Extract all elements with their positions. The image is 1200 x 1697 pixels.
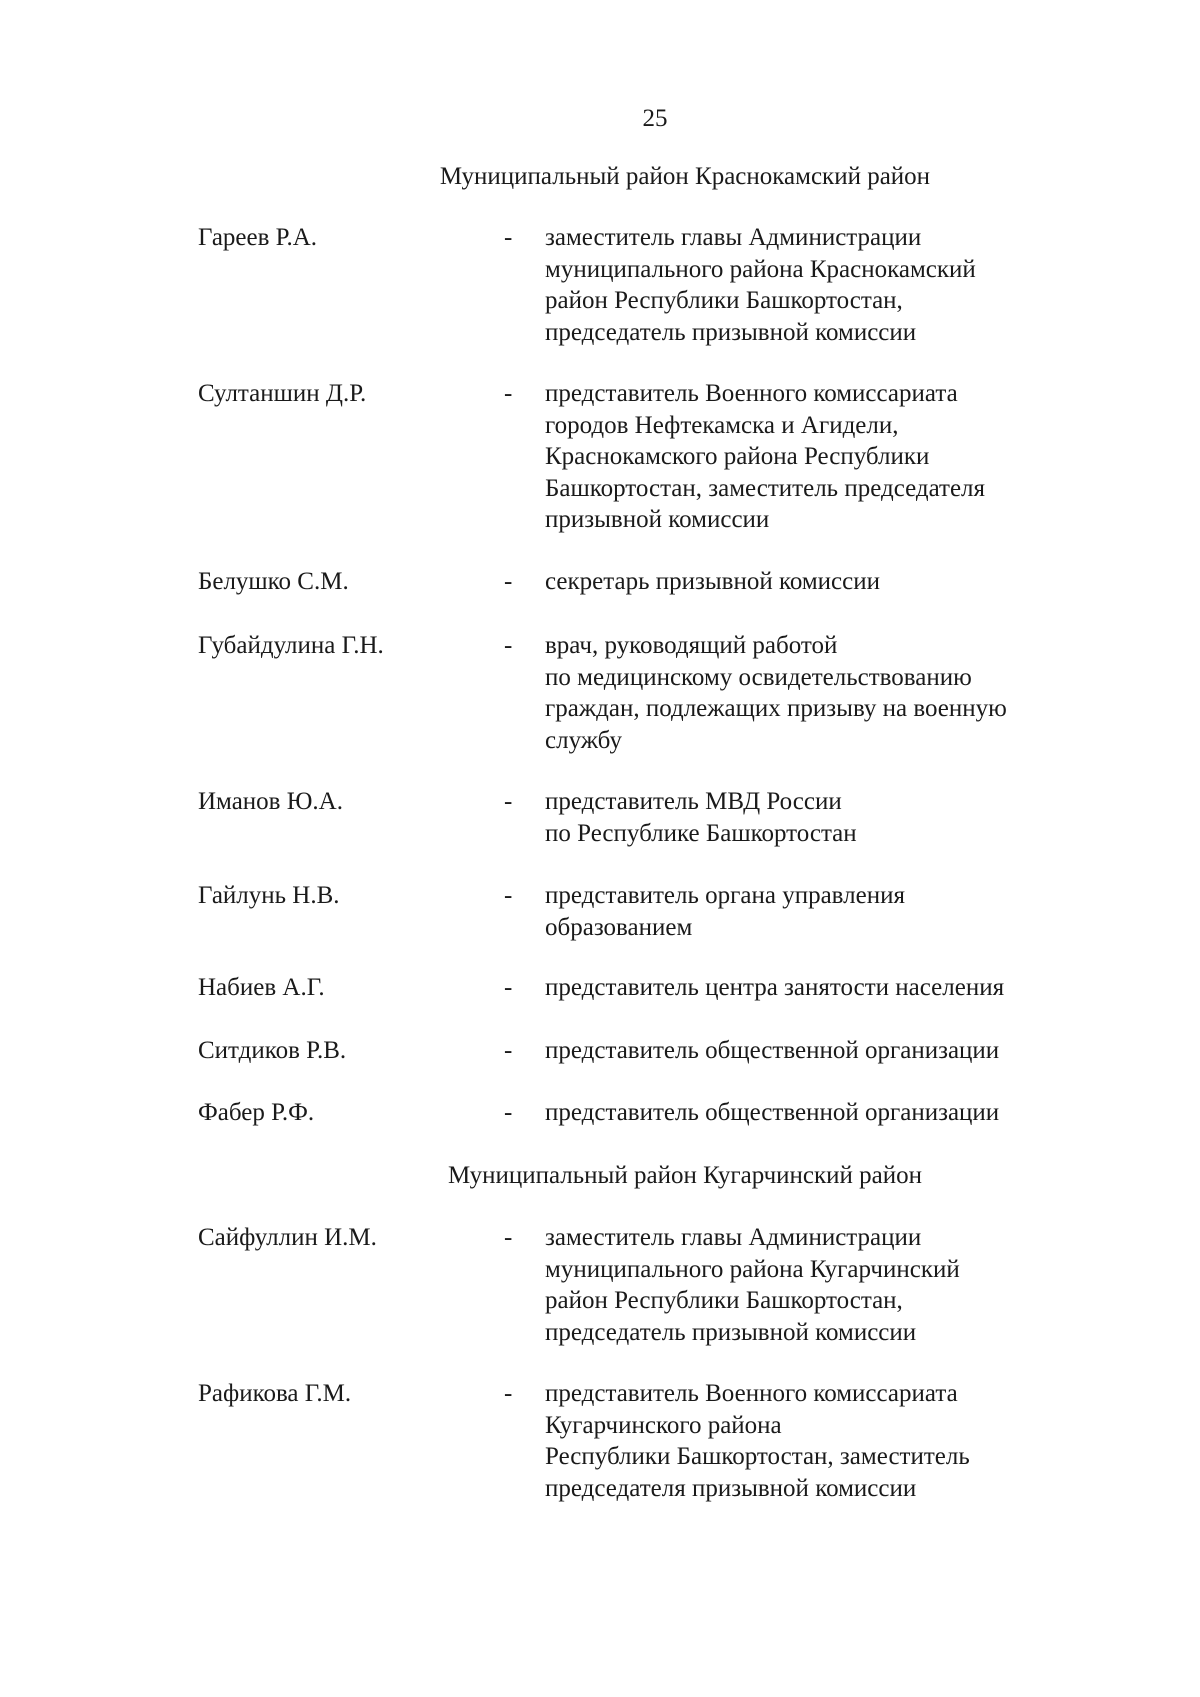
role-line: граждан, подлежащих призыву на военную — [545, 695, 1007, 722]
member-dash: - — [504, 1099, 513, 1126]
role-line: Башкортостан, заместитель председателя — [545, 474, 986, 502]
member-name: Гайлунь Н.В. — [198, 882, 340, 909]
member-name: Белушко С.М. — [198, 568, 349, 595]
role-line: Кугарчинского района — [545, 1411, 782, 1439]
role-line: представитель органа управления — [545, 882, 905, 909]
member-name: Иманов Ю.А. — [198, 788, 343, 815]
role-line: район Республики Башкортостан, — [545, 287, 903, 314]
member-dash: - — [504, 788, 513, 815]
role-line: представитель общественной организации — [545, 1099, 1000, 1126]
page-number: 25 — [642, 105, 668, 132]
role-line: призывной комиссии — [545, 506, 770, 533]
member-role — [545, 1097, 1105, 1129]
role-line: представитель центра занятости населения — [545, 974, 1005, 1001]
member-role — [545, 786, 1105, 849]
member-role — [545, 566, 1105, 598]
member-dash: - — [504, 632, 513, 659]
role-line: врач, руководящий работой — [545, 632, 838, 659]
member-role — [545, 222, 1105, 348]
member-dash: - — [504, 380, 513, 407]
role-line: Республики Башкортостан, заместитель — [545, 1443, 970, 1470]
role-line: представитель общественной организации — [545, 1037, 1000, 1064]
member-name: Губайдулина Г.Н. — [198, 632, 384, 659]
role-line: заместитель главы Администрации — [545, 1224, 922, 1251]
role-line: представитель Военного комиссариата — [545, 380, 958, 407]
member-role — [545, 1378, 1105, 1504]
member-name: Фабер Р.Ф. — [198, 1099, 315, 1126]
member-dash: - — [504, 1224, 513, 1251]
member-name: Ситдиков Р.В. — [198, 1037, 347, 1064]
member-name: Набиев А.Г. — [198, 974, 325, 1001]
role-line: представитель Военного комиссариата — [545, 1380, 958, 1407]
role-line: председателя призывной комиссии — [545, 1474, 917, 1502]
role-line: председатель призывной комиссии — [545, 318, 917, 346]
role-line: образованием — [545, 913, 693, 941]
member-role — [545, 972, 1105, 1004]
role-line: муниципального района Кугарчинский — [545, 1255, 960, 1283]
role-line: председатель призывной комиссии — [545, 1318, 917, 1346]
role-line: секретарь призывной комиссии — [545, 568, 881, 595]
role-line: представитель МВД России — [545, 788, 842, 815]
member-dash: - — [504, 882, 513, 909]
member-name: Сайфуллин И.М. — [198, 1224, 377, 1251]
member-role — [545, 1035, 1105, 1067]
role-line: заместитель главы Администрации — [545, 224, 922, 251]
member-dash: - — [504, 1037, 513, 1064]
member-dash: - — [504, 1380, 513, 1407]
role-line: по медицинскому освидетельствованию — [545, 663, 972, 691]
member-dash: - — [504, 974, 513, 1001]
role-line: Краснокамского района Республики — [545, 443, 930, 470]
member-role — [545, 1222, 1105, 1348]
role-line: район Республики Башкортостан, — [545, 1287, 903, 1314]
member-name: Гареев Р.А. — [198, 224, 318, 251]
member-dash: - — [504, 224, 513, 251]
role-line: городов Нефтекамска и Агидели, — [545, 411, 899, 439]
member-name: Султаншин Д.Р. — [198, 380, 367, 407]
section-title-kugarchinsky: Муниципальный район Кугарчинский район — [447, 1162, 923, 1189]
role-line: службу — [545, 726, 622, 754]
member-name: Рафикова Г.М. — [198, 1380, 352, 1407]
role-line: по Республике Башкортостан — [545, 819, 857, 847]
section-title-krasnokamsky: Муниципальный район Краснокамский район — [439, 163, 931, 190]
role-line: муниципального района Краснокамский — [545, 255, 976, 283]
member-role — [545, 378, 1105, 536]
member-role — [545, 630, 1105, 756]
member-role — [545, 880, 1105, 943]
member-dash: - — [504, 568, 513, 595]
